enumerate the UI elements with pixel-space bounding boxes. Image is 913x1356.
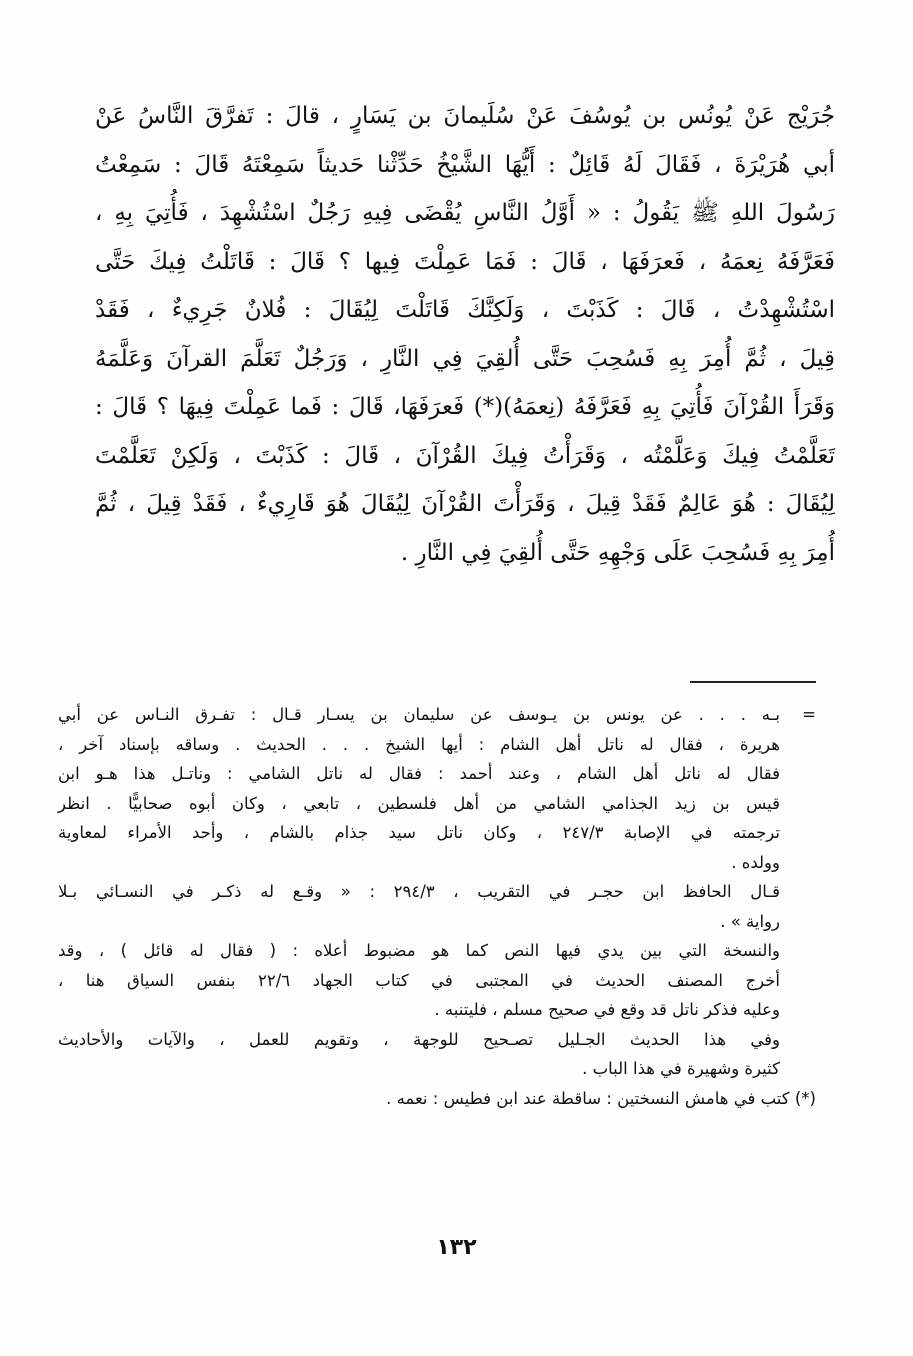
body-line: تَعَلَّمْتُ فِيكَ وَعَلَّمْتُه ، وَقَرَأْتُ فِيكَ القُرْآنَ ، قَالَ : كَذَبْتَ ، وَلَكِنْ تَعَلَّمْتَ — [95, 442, 835, 469]
footnote-block — [58, 700, 816, 877]
body-line: أُمِرَ بِهِ فَسُحِبَ عَلَى وَجْهِهِ حَتَّى أُلقِيَ فِي النَّارِ . — [400, 539, 835, 566]
footnote-line: ترجمته في الإصابة ٢٤٧/٣ ، وكان ناتل سيد جذام بالشام ، وأحد الأمراء لمعاوية — [58, 823, 780, 842]
footnote-line: والنسخة التي بين يدي فيها النص كما هو مضبوط أعلاه : ( فقال له قائل ) ، وقد — [58, 941, 780, 960]
footnote-line: أخرج المصنف الحديث في المجتبى في كتاب الجهاد ٢٢/٦ بنفس السياق هنا ، — [58, 970, 780, 990]
body-line: وَقَرَأَ القُرْآنَ فَأُتِيَ بِهِ فَعَرَّفَهُ (نِعمَهُ)(*) فَعرَفَهَا، قَالَ : فَما عَمِلْتَ فِيهَا ؟ قَالَ : — [95, 394, 835, 420]
footnote-line: وولده . — [731, 852, 780, 872]
body-line: اسْتُشْهِدْتُ ، قَالَ : كَذَبْتَ ، وَلَكِنَّكَ قَاتَلْتَ لِيُقَالَ : فُلانٌ جَرِيءٌ ، فَقَدْ — [95, 297, 835, 323]
footnote-line: رواية » . — [720, 911, 780, 931]
footnote-block — [58, 1025, 816, 1084]
page-number: ١٣٢ — [436, 1235, 477, 1260]
continuation-marker: = — [802, 705, 816, 724]
body-line: رَسُولَ اللهِ ﷺ يَقُولُ : « أَوَّلُ النَّاسِ يُقْضَى فِيهِ رَجُلٌ اسْتُشْهِدَ ، فَأُتِيَ بِهِ ، — [95, 200, 836, 226]
footnote-divider — [690, 681, 816, 683]
body-line: جُرَيْج عَنْ يُونُس بن يُوسُفَ عَنْ سُلَيمانَ بن يَسَارٍ ، قالَ : تَفرَّقَ النَّاسُ عَنْ — [95, 103, 835, 129]
body-line: لِيُقَالَ : هُوَ عَالِمٌ فَقَدْ قِيلَ ، وَقَرَأْتَ القُرْآنَ لِيُقَالَ هُوَ قَارِيءٌ ، فَقَدْ قِيلَ ، ثُمَّ — [95, 491, 835, 517]
footnote-line: وعليه فذكر ناتل قد وقع في صحيح مسلم ، فليتنبه . — [434, 1000, 780, 1019]
footnote-line: هريرة ، فقال له ناتل أهل الشام : أيها الشيخ . . . الحديث . وساقه بإسناد آخر ، — [58, 734, 780, 754]
body-line: فَعَرَّفَهُ نِعمَهُ ، فَعرَفَهَا ، قَالَ : فَمَا عَمِلْتَ فِيها ؟ قَالَ : قَاتَلْتُ فِيكَ حَتَّى — [95, 248, 835, 275]
footnote-line: وفي هذا الحديث الجـليل تصـحيح للوجهة ، وتقويم للعمل ، والآيات والأحاديث — [58, 1029, 780, 1049]
main-body-text — [95, 92, 835, 577]
footnote-line: قـال الحافظ ابن حجـر في التقريب ، ٢٩٤/٣ : « وقـع له ذكـر في النسـائي بـلا — [58, 882, 780, 901]
asterisk-note: (*) كتب في هامش النسختين : ساقطة عند ابن فطيس : نعمه . — [386, 1088, 816, 1108]
footnotes-section — [58, 700, 816, 1113]
footnote-line: فقال له ناتل أهل الشام ، وعند أحمد : فقال له ناتل الشامي : وناتـل هذا هـو ابن — [58, 764, 780, 783]
footnote-line: بـه . . . عن يونس بن يـوسف عن سليمان بن يسـار قـال : تفـرق النـاس عن أبي — [58, 705, 780, 724]
footnote-line: قيس بن زيد الجذامي الشامي من أهل فلسطين ، تابعي ، وكان أبوه صحابيًّا . انظر — [58, 793, 780, 813]
body-line: أبي هُرَيْرَةَ ، فَقَالَ لَهُ قَائِلٌ : أَيُّهَا الشَّيْخُ حَدِّثْنا حَديثاً سَمِعْتَهُ قَالَ : سَمِعْتُ — [95, 151, 835, 178]
footnote-line: كثيرة وشهيرة في هذا الباب . — [582, 1059, 780, 1078]
body-line: قِيلَ ، ثُمَّ أُمِرَ بِهِ فَسُحِبَ حَتَّى أُلقِيَ فِي النَّارِ ، وَرَجُلٌ تَعَلَّمَ القرآنَ وَعَلَّمَهُ — [95, 345, 835, 372]
footnote-block — [58, 877, 816, 936]
footnote-block — [58, 936, 816, 1025]
